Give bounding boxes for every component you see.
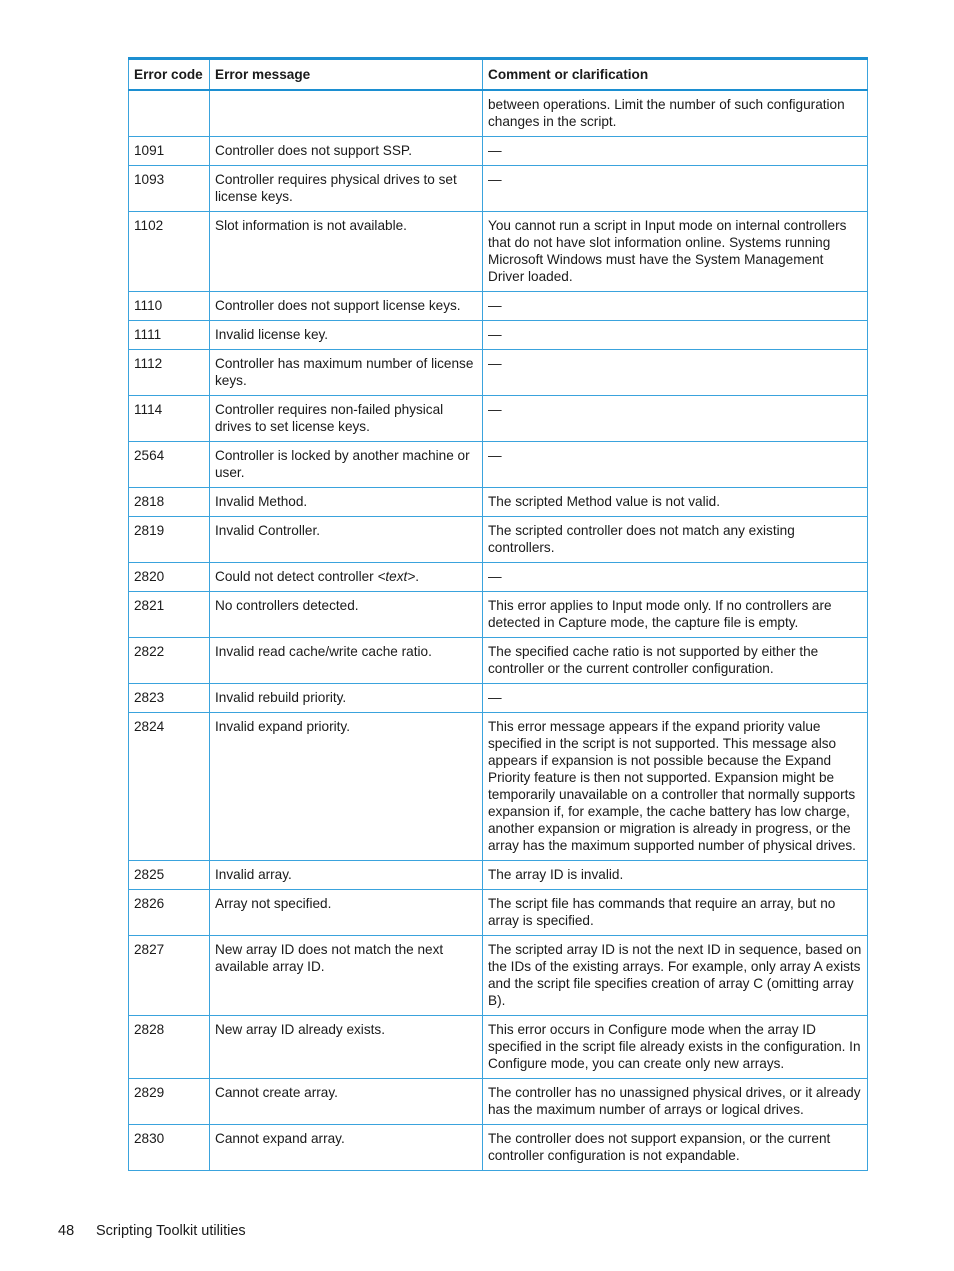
comment-cell: — [483,350,868,396]
table-row [129,1016,868,1079]
table-row [129,684,868,713]
error-message-cell: Invalid Controller. [210,517,483,563]
error-code-table-container [128,57,867,1171]
comment-cell: — [483,563,868,592]
error-code-cell: 1093 [129,166,210,212]
table-row [129,212,868,292]
table-row [129,1079,868,1125]
comment-cell: The specified cache ratio is not supported by either the controller or the current controller configuration. [483,638,868,684]
comment-cell: The controller has no unassigned physical drives, or it already has the maximum number of arrays or logical drives. [483,1079,868,1125]
error-code-cell [129,90,210,137]
error-code-cell: 1102 [129,212,210,292]
error-message-cell: Invalid array. [210,861,483,890]
error-message-placeholder: <text> [377,569,416,584]
error-code-cell: 2822 [129,638,210,684]
comment-cell: — [483,166,868,212]
error-code-cell: 2820 [129,563,210,592]
error-message-cell: No controllers detected. [210,592,483,638]
error-message-cell: Cannot create array. [210,1079,483,1125]
comment-cell: The array ID is invalid. [483,861,868,890]
error-code-table [128,57,868,1171]
error-code-cell: 2823 [129,684,210,713]
comment-cell: This error occurs in Configure mode when the array ID specified in the script file already exists in the configuration. In Configure mode, you can create only new arrays. [483,1016,868,1079]
table-row [129,1125,868,1171]
error-message-cell: Invalid rebuild priority. [210,684,483,713]
table-row [129,488,868,517]
comment-cell: You cannot run a script in Input mode on internal controllers that do not have slot information online. Systems running Microsoft Windows must have the System Management Driver loaded. [483,212,868,292]
comment-cell: The scripted Method value is not valid. [483,488,868,517]
error-code-cell: 2830 [129,1125,210,1171]
error-message-cell: Controller is locked by another machine or user. [210,442,483,488]
error-code-cell: 2824 [129,713,210,861]
error-code-cell: 2828 [129,1016,210,1079]
error-message-text: Could not detect controller [215,569,374,584]
table-header-row [129,59,868,91]
table-row [129,166,868,212]
comment-cell: The scripted array ID is not the next ID in sequence, based on the IDs of the existing arrays. For example, only array A exists and the script file specifies creation of array C (omitting array B). [483,936,868,1016]
table-row [129,350,868,396]
error-message-end: . [415,569,420,584]
error-message-cell: Invalid Method. [210,488,483,517]
error-code-cell: 2564 [129,442,210,488]
table-row [129,321,868,350]
table-row [129,396,868,442]
comment-cell: The controller does not support expansion, or the current controller configuration is not expandable. [483,1125,868,1171]
error-message-cell: Array not specified. [210,890,483,936]
header-error-code: Error code [129,59,210,91]
table-row [129,890,868,936]
comment-cell: between operations. Limit the number of such configuration changes in the script. [483,90,868,137]
table-row [129,713,868,861]
comment-cell: The script file has commands that require an array, but no array is specified. [483,890,868,936]
error-code-cell: 2826 [129,890,210,936]
error-code-cell: 1091 [129,137,210,166]
table-row [129,90,868,137]
error-message-cell [210,90,483,137]
table-row [129,861,868,890]
comment-cell: This error message appears if the expand priority value specified in the script is not supported. This message also appears if expansion is not possible because the Expand Priority feature is then not supported. Expansion might be temporarily unavailable on a controller that normally supports expansion if, for example, the cache battery has low charge, another expansion or migration is already in progress, or the array has the maximum supported number of physical drives. [483,713,868,861]
error-message-cell: New array ID already exists. [210,1016,483,1079]
comment-cell: — [483,292,868,321]
error-message-cell: Controller requires non-failed physical drives to set license keys. [210,396,483,442]
table-body [129,90,868,1171]
error-code-cell: 1110 [129,292,210,321]
error-message-cell: Invalid read cache/write cache ratio. [210,638,483,684]
error-code-cell: 2825 [129,861,210,890]
error-code-cell: 1114 [129,396,210,442]
comment-cell: — [483,321,868,350]
comment-cell: — [483,137,868,166]
error-message-cell [210,563,483,592]
error-code-cell: 2821 [129,592,210,638]
section-title: Scripting Toolkit utilities [96,1223,246,1239]
error-code-cell: 2818 [129,488,210,517]
error-code-cell: 2827 [129,936,210,1016]
comment-cell: The scripted controller does not match any existing controllers. [483,517,868,563]
error-message-cell: Cannot expand array. [210,1125,483,1171]
error-message-cell: Controller has maximum number of license keys. [210,350,483,396]
error-message-cell: Invalid license key. [210,321,483,350]
error-message-cell: Controller does not support SSP. [210,137,483,166]
comment-cell: This error applies to Input mode only. If no controllers are detected in Capture mode, the capture file is empty. [483,592,868,638]
table-row [129,563,868,592]
header-comment: Comment or clarification [483,59,868,91]
error-message-cell: New array ID does not match the next available array ID. [210,936,483,1016]
error-message-cell: Invalid expand priority. [210,713,483,861]
error-code-cell: 2829 [129,1079,210,1125]
table-row [129,592,868,638]
comment-cell: — [483,684,868,713]
header-error-message: Error message [210,59,483,91]
page-number: 48 [58,1223,75,1239]
error-code-cell: 1111 [129,321,210,350]
error-code-cell: 1112 [129,350,210,396]
error-message-cell: Controller does not support license keys. [210,292,483,321]
page-footer [58,1223,246,1239]
table-row [129,292,868,321]
table-row [129,517,868,563]
error-message-cell: Slot information is not available. [210,212,483,292]
table-row [129,442,868,488]
table-row [129,936,868,1016]
comment-cell: — [483,396,868,442]
error-message-cell: Controller requires physical drives to set license keys. [210,166,483,212]
table-row [129,137,868,166]
table-row [129,638,868,684]
error-code-cell: 2819 [129,517,210,563]
comment-cell: — [483,442,868,488]
